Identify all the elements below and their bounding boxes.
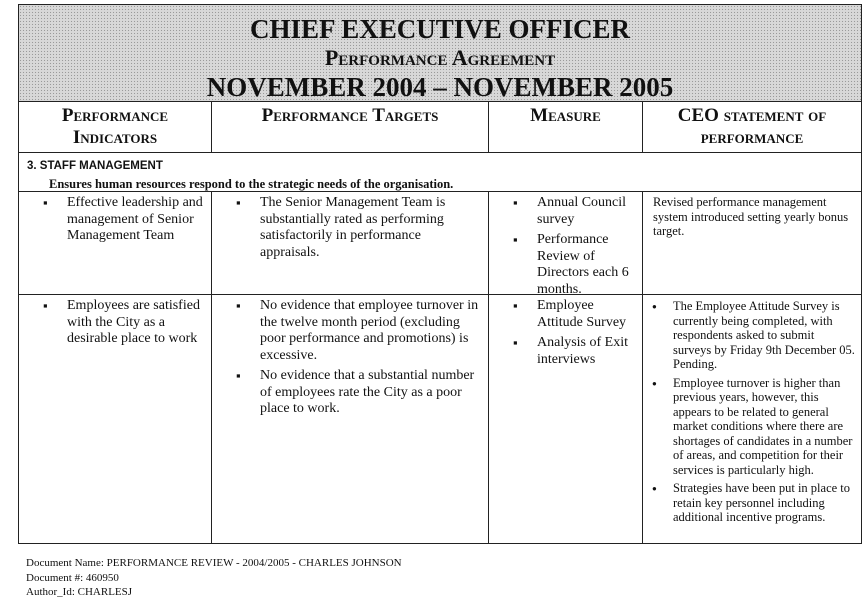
measure-item: ▪ Annual Council survey (537, 195, 638, 228)
target-item: ▪ No evidence that a substantial number of employees rate the City as a poor place to work. (260, 368, 482, 418)
document-name: Document Name: PERFORMANCE REVIEW - 2004/2005 - CHARLES JOHNSON (26, 557, 402, 569)
targets-cell (212, 192, 489, 294)
ceo-point: ● Employee turnover is higher than previous years, however, this appears to be related to general market conditions where there are shortages of candidates in a number of areas, and competition for their services is particularly high. (673, 376, 855, 478)
section-heading (19, 153, 861, 192)
title-banner (19, 5, 861, 102)
measure-item: ▪ Analysis of Exit interviews (537, 335, 638, 368)
column-headers (19, 102, 861, 153)
banner-period: NOVEMBER 2004 – NOVEMBER 2005 (206, 72, 674, 102)
measure-item: ▪ Performance Review of Directors each 6 months. (537, 232, 638, 298)
measure-item: ▪ Employee Attitude Survey (537, 298, 638, 331)
section-title: 3. STAFF MANAGEMENT (27, 160, 163, 172)
banner-subtitle: Performance Agreement (324, 45, 556, 70)
banner-title: CHIEF EXECUTIVE OFFICER (249, 14, 631, 44)
target-item: ▪ The Senior Management Team is substantially rated as performing satisfactorily in performance appraisals. (260, 195, 482, 261)
performance-table (18, 4, 862, 544)
ceo-point: ● The Employee Attitude Survey is currently being completed, with respondents asked to submit surveys by Friday 9th December 05. Pending. (673, 299, 855, 372)
indicator-item: ▪ Effective leadership and management of Senior Management Team (67, 195, 207, 245)
indicator-cell (19, 295, 212, 543)
table-row (19, 295, 861, 543)
document-footer (26, 556, 402, 600)
table-row (19, 192, 861, 295)
ceo-statement-cell (643, 295, 861, 543)
author-id: Author_Id: CHARLESJ (26, 586, 133, 598)
section-subtitle: Ensures human resources respond to the strategic needs of the organisation. (49, 177, 454, 191)
header-targets: Performance Targets (212, 102, 489, 152)
ceo-statement-cell: Revised performance management system introduced setting yearly bonus target. (653, 195, 849, 238)
header-measure: Measure (489, 102, 643, 152)
measure-cell (489, 192, 643, 297)
document-number: Document #: 460950 (26, 571, 119, 584)
target-item: ▪ No evidence that employee turnover in the twelve month period (excluding poor performance and promotions) is excessive. (260, 298, 482, 364)
measure-cell (489, 295, 643, 543)
header-indicators: Performance Indicators (19, 102, 212, 152)
header-ceo-statement: CEO statement of performance (677, 105, 827, 148)
indicator-cell (19, 192, 212, 294)
targets-cell (212, 295, 489, 543)
ceo-point: ● Strategies have been put in place to retain key personnel including additional incentive programs. (673, 481, 855, 525)
indicator-item: ▪ Employees are satisfied with the City as a desirable place to work (67, 298, 207, 348)
